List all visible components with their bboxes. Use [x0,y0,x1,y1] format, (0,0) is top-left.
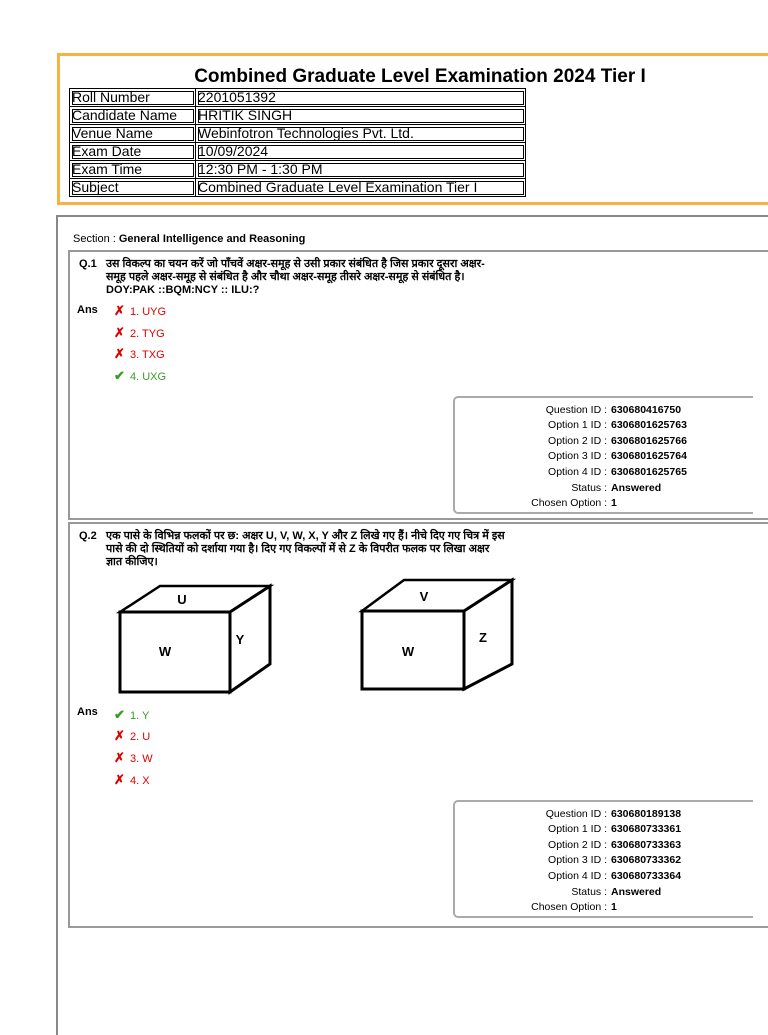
exam-title: Combined Graduate Level Examination 2024 Tier I [194,66,646,87]
meta-row [455,434,755,449]
response-sheet [56,215,768,1035]
cross-icon: ✗ [114,346,125,361]
cross-icon: ✗ [114,728,125,743]
table-row [70,89,526,107]
question-number: Q.1 [79,258,97,270]
meta-row [455,885,755,900]
cube-figure-2 [352,576,522,692]
meta-key: Option 1 ID : [548,419,607,431]
exam-header [57,53,768,205]
info-key: Subject [70,179,196,197]
meta-row [455,838,755,853]
meta-row [455,496,755,511]
option-1 [114,304,166,318]
info-value: Webinfotron Technologies Pvt. Ltd. [196,125,526,143]
meta-key: Question ID : [545,404,607,416]
meta-row [455,900,755,915]
question-text-line: ज्ञात कीजिए। [106,556,158,568]
meta-row [455,465,755,480]
info-value: 10/09/2024 [196,143,526,161]
question-text-line: एक पासे के विभिन्न फलकों पर छ: अक्षर U, V, W, X, Y और Z लिखे गए हैं। नीचे दिए गए चित्र में इस [106,530,505,542]
question-meta-box [453,396,753,514]
option-2 [114,326,165,340]
cube-side-label: Y [235,632,245,647]
info-value: HRITIK SINGH [196,107,526,125]
question-text-line: समूह पहले अक्षर-समूह से संबंधित है और चौथा अक्षर-समूह तीसरे अक्षर-समूह से संबंधित है। [106,271,465,283]
question-text-line: उस विकल्प का चयन करें जो पाँचवें अक्षर-समूह से उसी प्रकार संबंधित है जिस प्रकार दूसरा अक्षर- [106,258,485,270]
meta-key: Status : [571,886,607,898]
question-text-line: DOY:PAK ::BQM:NCY :: ILU:? [106,284,260,296]
cube-top-label: V [419,589,429,604]
meta-row [455,869,755,884]
option-4 [114,773,150,787]
meta-value: 630680733362 [611,854,682,866]
meta-value: 630680733364 [611,870,682,882]
info-key: Exam Date [70,143,196,161]
cross-icon: ✗ [114,303,125,318]
option-1 [114,708,149,722]
meta-value: 630680416750 [611,404,682,416]
meta-key: Option 1 ID : [548,823,607,835]
option-label: 4. UXG [130,371,167,383]
meta-row [455,449,755,464]
check-icon: ✔ [114,368,125,383]
meta-value: 1 [611,497,617,509]
option-label: 4. X [130,775,150,787]
meta-value: 6306801625765 [611,466,687,478]
meta-value: 6306801625764 [611,450,687,462]
question-block-2 [68,522,768,928]
table-row [70,161,526,179]
option-label: 1. UYG [130,306,167,318]
meta-key: Chosen Option : [531,497,607,509]
meta-value: 1 [611,901,617,913]
question-block-1 [68,250,768,520]
option-label: 3. W [130,753,153,765]
option-label: 3. TXG [130,349,165,361]
info-key: Venue Name [70,125,196,143]
info-key: Exam Time [70,161,196,179]
meta-value: 630680189138 [611,808,682,820]
cross-icon: ✗ [114,325,125,340]
meta-value: 6306801625766 [611,435,687,447]
info-key: Candidate Name [70,107,196,125]
meta-key: Question ID : [545,808,607,820]
cube-figure-1 [110,582,280,698]
section-label: Section : [73,233,116,245]
info-value: 12:30 PM - 1:30 PM [196,161,526,179]
option-2 [114,729,150,743]
option-label: 1. Y [130,710,150,722]
question-text [106,530,566,569]
info-key: Roll Number [70,89,196,107]
meta-value: Answered [611,886,662,898]
check-icon: ✔ [114,707,125,722]
meta-key: Option 4 ID : [548,870,607,882]
meta-value: Answered [611,482,662,494]
meta-key: Option 2 ID : [548,435,607,447]
option-3 [114,347,165,361]
table-row [70,179,526,197]
option-label: 2. TYG [130,328,165,340]
meta-row [455,853,755,868]
candidate-info-table [69,88,526,197]
meta-key: Status : [571,482,607,494]
table-row [70,107,526,125]
option-label: 2. U [130,731,151,743]
meta-key: Option 3 ID : [548,450,607,462]
meta-key: Chosen Option : [531,901,607,913]
cube-front-label: W [401,644,415,659]
option-4 [114,369,166,383]
ans-label: Ans [77,706,98,718]
meta-key: Option 4 ID : [548,466,607,478]
section-heading [73,233,305,245]
cube-front-label: W [158,644,172,659]
table-row [70,125,526,143]
info-value: 2201051392 [196,89,526,107]
meta-row [455,403,755,418]
meta-value: 630680733361 [611,823,682,835]
option-3 [114,751,153,765]
question-meta-box [453,800,753,918]
meta-value: 630680733363 [611,839,682,851]
cube-side-label: Z [479,630,487,645]
cross-icon: ✗ [114,772,125,787]
question-text [106,258,566,297]
table-row [70,143,526,161]
meta-row [455,418,755,433]
question-number: Q.2 [79,530,97,542]
meta-row [455,807,755,822]
meta-row [455,822,755,837]
meta-key: Option 3 ID : [548,854,607,866]
cross-icon: ✗ [114,750,125,765]
meta-key: Option 2 ID : [548,839,607,851]
cube-top-label: U [177,592,187,607]
section-name: General Intelligence and Reasoning [118,233,306,245]
meta-value: 6306801625763 [611,419,687,431]
ans-label: Ans [77,304,98,316]
info-value: Combined Graduate Level Examination Tier I [196,179,526,197]
question-text-line: पासे की दो स्थितियों को दर्शाया गया है। दिए गए विकल्पों में से Z के विपरीत फलक पर लिखा अक्षर [106,543,490,555]
meta-row [455,481,755,496]
